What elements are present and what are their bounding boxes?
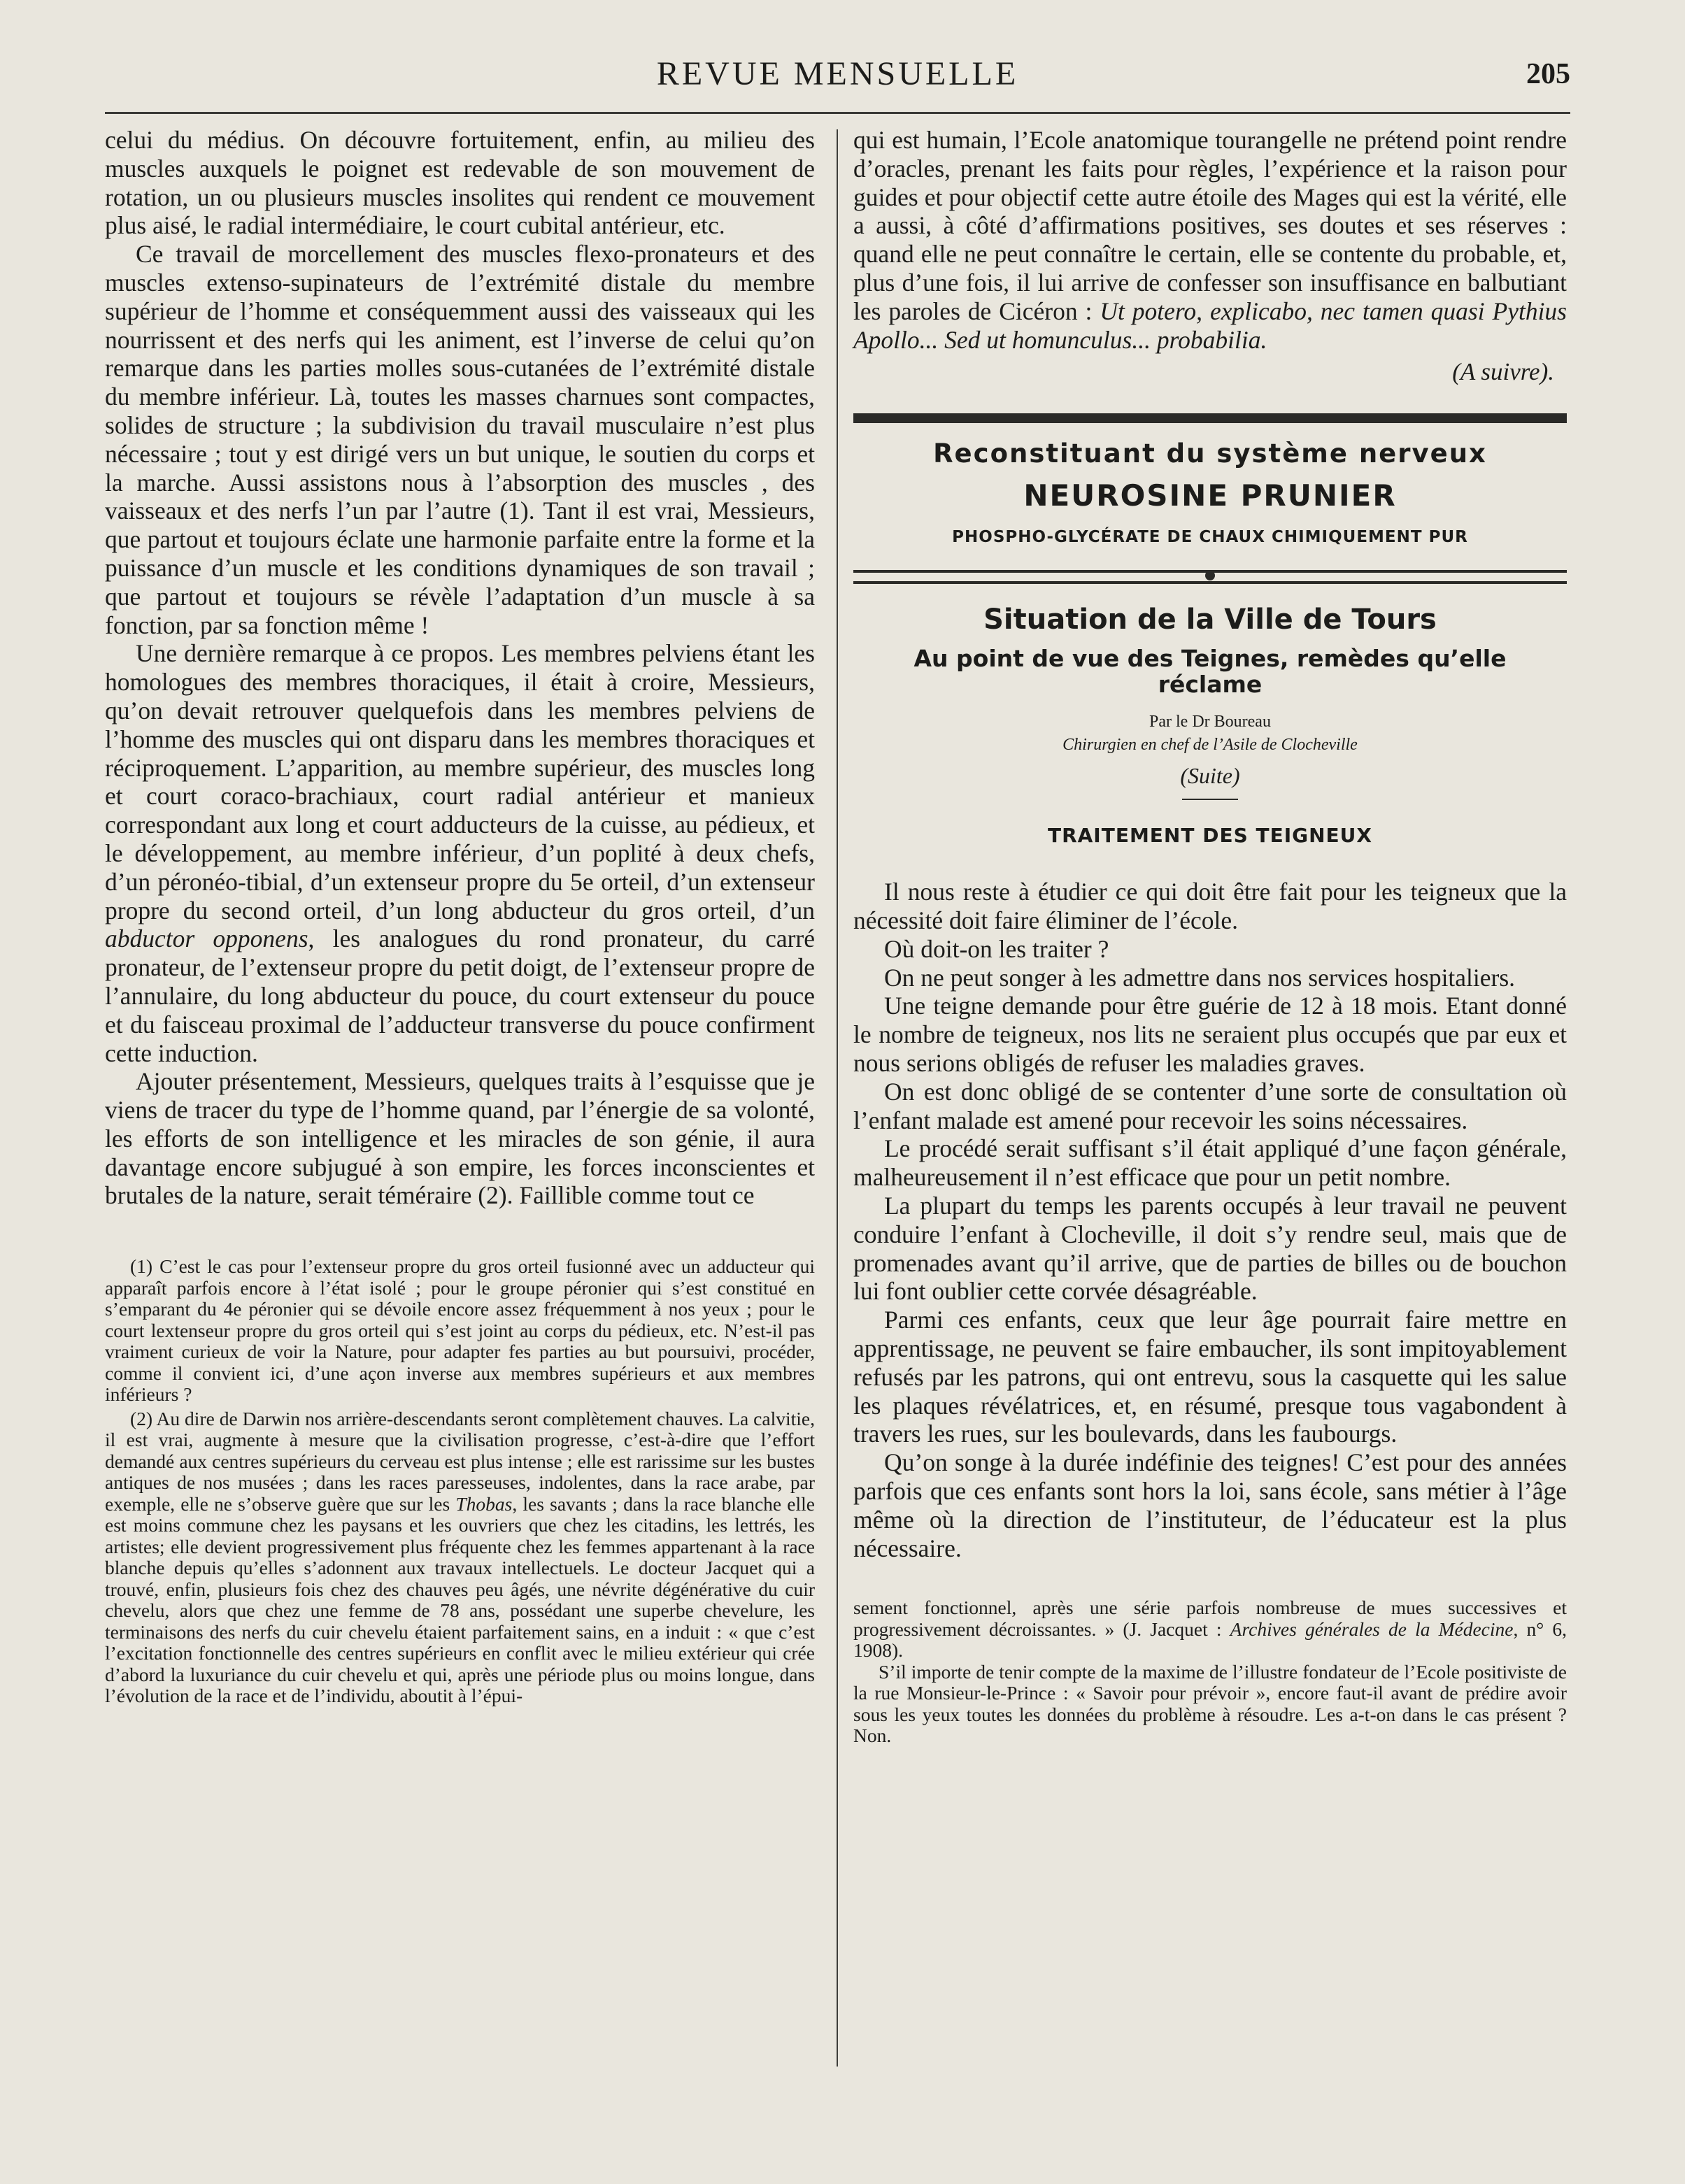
running-title: REVUE MENSUELLE <box>656 55 1019 92</box>
ornamental-rule <box>853 570 1567 584</box>
footnote-1: (1) C’est le cas pour l’extenseur propre du gros orteil fusionné avec un adducteur qui apparaît parfois encore à l’état isolé ; pour le groupe péronier qui s’est constitué en s’emparant du 4e péronier qui se dévoile encore assez fréquemment à nos yeux ; pour le court lextenseur propre du gros orteil qui s’est joint au corps du pédieux, etc. N’est-il pas vraiment curieux de voir la Nature, pour adapter fes parties au but poursuivi, procéder, comme il convient ici, d’une açon inverse aux membres supérieurs et aux membres inférieurs ? <box>105 1255 815 1406</box>
left-footnotes <box>105 1256 815 1707</box>
author-affiliation: Chirurgien en chef de l’Asile de Clocheville <box>1062 736 1358 755</box>
article-subtitle: Au point de vue des Teignes, remèdes qu’elle réclame <box>913 645 1507 699</box>
byline: Par le Dr Boureau <box>1149 713 1271 731</box>
running-head <box>105 49 1570 114</box>
advertisement <box>853 438 1567 546</box>
paragraph: Une teigne demande pour être guérie de 12 à 18 mois. Etant donné le nombre de teigneux, nos lits ne seraient plus occupés que par eux et nous serions obligés de refuser les maladies graves. <box>853 992 1567 1077</box>
journal-title: Archives générales de la Médecine <box>1230 1618 1514 1640</box>
section-heading: TRAITEMENT DES TEIGNEUX <box>1047 824 1373 848</box>
right-column <box>853 126 1567 1747</box>
paragraph-text: Une dernière remarque à ce propos. Les membres pelviens étant les homologues des membres thoraciques, il était à croire, Messieurs, qu’on devait retrouver quelquefois dans les membres pelviens de l’homme des muscles qui ont disparu dans les membres thoraciques et réciproquement. L’apparition, au membre supérieur, des muscles long et court coraco-brachiaux, court radial antérieur et manieux correspondant aux long et court adducteurs de la cuisse, au pédieux, et le développement, au membre inférieur, d’un poplité à deux chefs, d’un péronéo-tibial, d’un extenseur propre du 5e orteil, d’un extenseur propre du second orteil, d’un long abducteur du gros orteil, d’un <box>105 639 815 925</box>
footnote-text: sement fonctionnel, après une série parfois nombreuse de mues successives et progressivement décroissantes. » (J. Jacquet : <box>853 1597 1567 1640</box>
column-divider <box>837 129 838 2067</box>
footnote-text: , n° 6, 1908). <box>853 1618 1567 1662</box>
paragraph: Parmi ces enfants, ceux que leur âge pourrait faire mettre en apprentissage, ne peuvent se faire embaucher, ils sont impitoyablement refusés par les patrons, qui ont entrevu, sous la casquette qui les salue les plaques révélatrices, et, en résumé, presque tous vagabondent à travers les rues, sur les boulevards, dans les faubourgs. <box>853 1306 1567 1448</box>
footnote-2 <box>105 1408 815 1707</box>
article-body <box>853 878 1567 1562</box>
paragraph: celui du médius. On découvre fortuitement, enfin, au milieu des muscles auxquels le poignet est redevable de son mouvement de rotation, un ou plusieurs muscles insolites qui rendent ce mouvement plus aisé, le radial intermédiaire, le court cubital antérieur, etc. <box>105 126 815 240</box>
paragraph: Le procédé serait suffisant s’il était appliqué d’une façon générale, malheureusement il n’est efficace que pour un petit nombre. <box>853 1134 1567 1192</box>
right-body-continuation <box>853 126 1567 387</box>
paragraph <box>853 126 1567 354</box>
ad-product-name: NEUROSINE PRUNIER <box>1023 478 1397 513</box>
article-title: Situation de la Ville de Tours <box>983 604 1437 636</box>
paragraph: Qu’on songe à la durée indéfinie des teignes! C’est pour des années parfois que ces enfants sont hors la loi, sans école, sans métier à l’âge même où la direction de l’instituteur, de l’éducateur est la plus nécessaire. <box>853 1448 1567 1562</box>
paragraph-text: qui est humain, l’Ecole anatomique tourangelle ne prétend point rendre d’oracles, prenant les faits pour règles, l’expérience et la raison pour guides et pour objectif cette autre étoile des Mages qui est la vérité, elle a aussi, à côté d’affirmations positives, ses doutes et ses réserves : quand elle ne peut connaître le certain, elle se contente du probable, et, plus d’une fois, il lui arrive de confesser son insuffisance en balbutiant les paroles de Cicéron : <box>853 126 1567 325</box>
page-number: 205 <box>1526 58 1570 90</box>
paragraph: Ce travail de morcellement des muscles flexo-pronateurs et des muscles extenso-supinateurs de l’extrémité distale du membre supérieur de l’homme et conséquemment aussi des vaisseaux qui les nourrissent et des nerfs qui les animent, est l’inverse de celui qu’on remarque dans les parties molles sous-cutanées de l’extrémité distale du membre inférieur. Là, toutes les masses charnues sont compactes, solides de structure ; la subdivision du travail musculaire n’est plus nécessaire ; tout y est dirigé vers un but unique, le soutien du corps et la marche. Aussi assistons nous à l’absorption des muscles , des vaisseaux et des nerfs l’un par l’autre (1). Tant il est vrai, Messieurs, que partout et toujours éclate une harmonie parfaite entre la forme et la puissance d’un muscle et les conditions dynamiques de son travail ; que partout et toujours se révèle l’adaptation d’un muscle à sa fonction, par sa fonction même ! <box>105 240 815 639</box>
ornament-dot <box>1205 571 1215 580</box>
ad-tagline: Reconstituant du système nerveux <box>933 438 1487 469</box>
section-rule <box>853 413 1567 423</box>
ad-description: PHOSPHO-GLYCÉRATE DE CHAUX CHIMIQUEMENT PUR <box>952 528 1468 547</box>
footnote-term: Thobas <box>455 1492 513 1515</box>
series-note: (Suite) <box>1180 763 1240 789</box>
short-rule <box>1182 799 1238 800</box>
paragraph: On ne peut songer à les admettre dans nos services hospitaliers. <box>884 963 1516 992</box>
paragraph: Il nous reste à étudier ce qui doit être fait pour les teigneux que la nécessité doit faire éliminer de l’école. <box>853 878 1567 934</box>
paragraph: Où doit-on les traiter ? <box>884 934 1109 963</box>
footnote-text: (2) Au dire de Darwin nos arrière-descendants seront complètement chauves. La calvitie, il est vrai, augmente à mesure que la civilisation progresse, c’est-à-dire que l’effort demandé aux centres supérieurs du cerveau est plus intense ; elle est rarissime sur les bustes antiques de nos musées ; dans les races paresseuses, indolentes, dans la race arabe, par exemple, elle ne s’observe guère que sur les <box>105 1407 815 1515</box>
footnote-3: S’il importe de tenir compte de la maxime de l’illustre fondateur de l’Ecole positiviste de la rue Monsieur-le-Prince : « Savoir pour prévoir », encore faut-il avant de prédire avoir sous les yeux toutes les données du problème à résoudre. Les a-t-on dans le cas présent ? Non. <box>853 1660 1567 1747</box>
paragraph: La plupart du temps les parents occupés à leur travail ne peuvent conduire l’enfant à Clocheville, il doit s’y rendre seul, mais que de promenades avant qu’il arrive, que de parties de billes ou de bouchon lui font oublier cette corvée désagréable. <box>853 1191 1567 1306</box>
paragraph-text: , les analogues du rond pronateur, du carré pronateur, de l’extenseur propre du petit doigt, de l’extenseur propre de l’annulaire, du long abducteur du pouce, du court extenseur du pouce et du faisceau proximal de l’adducteur transverse du pouce confirment cette induction. <box>105 925 815 1067</box>
paragraph: On est donc obligé de se contenter d’une sorte de consultation où l’enfant malade est amené pour recevoir les soins nécessaires. <box>853 1077 1567 1134</box>
latin-quote: Ut potero, explicabo, nec tamen quasi Pythius Apollo... Sed ut homunculus... probabilia. <box>853 297 1567 354</box>
to-be-continued: (A suivre). <box>1452 358 1554 386</box>
right-footnotes <box>853 1597 1567 1747</box>
left-body-text <box>105 126 815 1210</box>
footnote-text: , les savants ; dans la race blanche elle est moins commune chez les paysans et les ouvriers que chez les citadins, les lettrés, les artistes; elle devient progressivement plus fréquente chez les femmes appartenant à la race blanche depuis qu’elles s’adonnent aux travaux intellectuels. Le docteur Jacquet qui a trouvé, enfin, plusieurs fois chez des chauves peu âgés, une névrite dégénérative du cuir chevelu, alors que chez une femme de 78 ans, possédant une superbe chevelure, les terminaisons des nerfs du cuir chevelu étaient parfaitement sains, en a induit : « que c’est l’excitation fonctionnelle des centres supérieurs en conflit avec le milieu extérieur qui crée d’abord la luxuriance du cuir chevelu et qui, après une période plus ou moins longue, dans l’évolution de la race et de l’individu, aboutit à l’épui- <box>105 1492 815 1707</box>
article-header <box>853 604 1567 800</box>
paragraph: Ajouter présentement, Messieurs, quelques traits à l’esquisse que je viens de tracer du type de l’homme quand, par l’énergie de sa volonté, les efforts de son intelligence et les miracles de son génie, il aura davantage encore subjugué à son empire, les forces inconscientes et brutales de la nature, serait téméraire (2). Faillible comme tout ce <box>105 1067 815 1210</box>
left-column <box>105 126 815 1707</box>
latin-term: abductor opponens <box>105 925 308 953</box>
paragraph <box>105 639 815 1067</box>
footnote-continuation <box>853 1597 1567 1662</box>
